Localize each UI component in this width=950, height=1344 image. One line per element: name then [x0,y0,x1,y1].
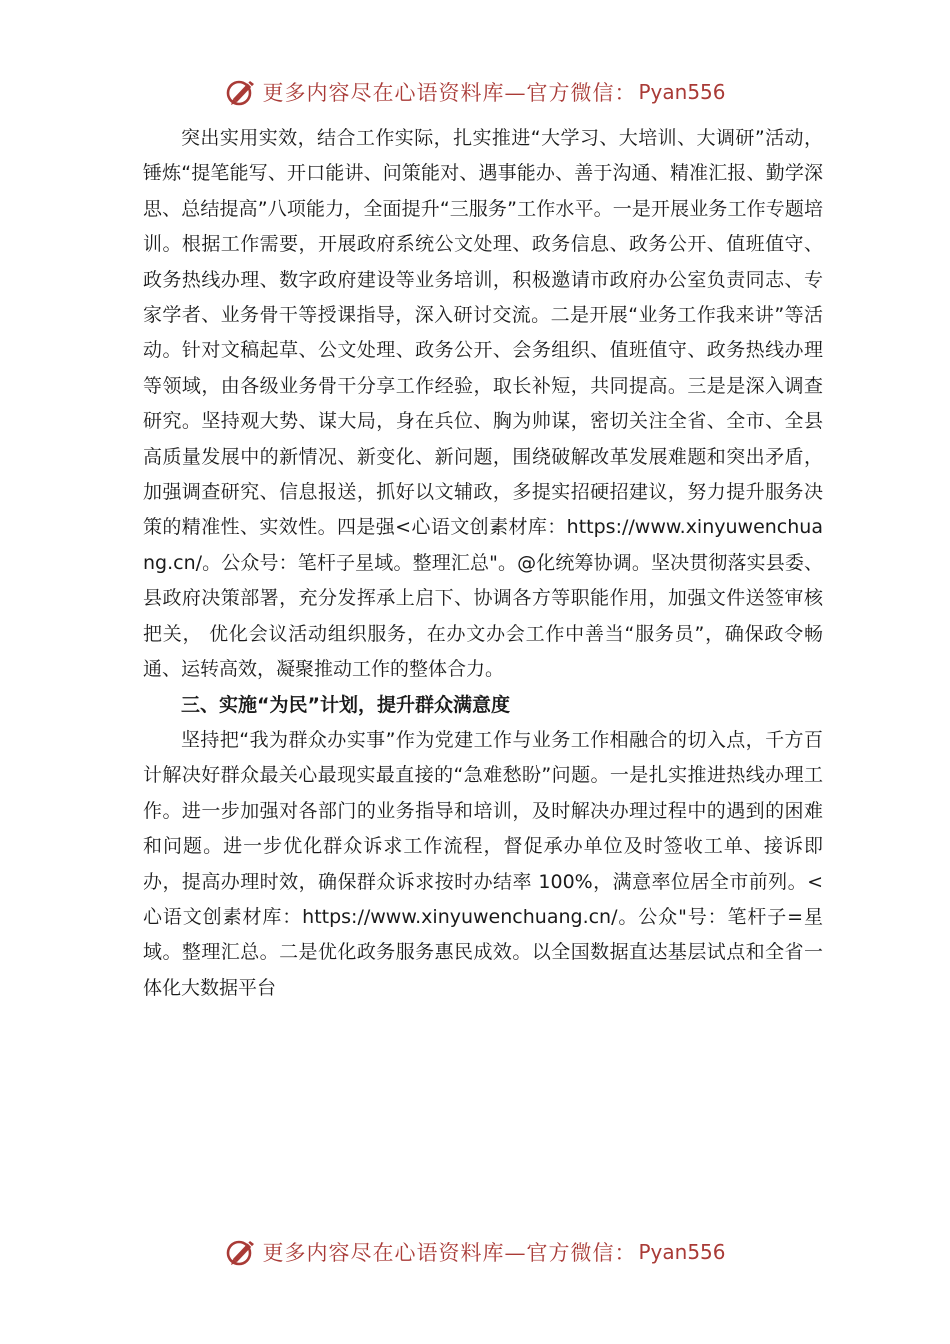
pen-logo-icon [224,1235,258,1269]
section-heading: 三、实施“为民”计划，提升群众满意度 [181,693,510,716]
document-body [143,121,823,1006]
pen-logo-icon [224,75,258,109]
banner-wechat-id: Pyan556 [638,1240,726,1264]
banner-text: 更多内容尽在心语资料库—官方微信： [262,81,637,105]
banner-text: 更多内容尽在心语资料库—官方微信： [262,1241,637,1265]
footer-banner [0,1232,950,1272]
banner-wechat-id: Pyan556 [638,80,726,104]
paragraph: 突出实用实效，结合工作实际，扎实推进“大学习、大培训、大调研”活动，锤炼“提笔能写、开口能讲、问策能对、遇事能办、善于沟通、精准汇报、勤学深思、总结提高”八项能力，全面提升“三服务”工作水平。一是开展业务工作专题培训。根据工作需要，开展政府系统公文处理、政务信息、政务公开、值班值守、政务热线办理、数字政府建设等业务培训，积极邀请市政府办公室负责同志、专家学者、业务骨干等授课指导，深入研讨交流。二是开展“业务工作我来讲”等活动。针对文稿起草、公文处理、政务公开、会务组织、值班值守、政务热线办理等领域，由各级业务骨干分享工作经验，取长补短，共同提高。三是是深入调查研究。坚持观大势、谋大局，身在兵位、胸为帅谋，密切关注全省、全市、全县高质量发展中的新情况、新变化、新问题，围绕破解改革发展难题和突出矛盾，加强调查研究、信息报送，抓好以文辅政，多提实招硬招建议，努力提升服务决策的精准性、实效性。四是强<心语文创素材库：https://www.xinyuwenchuang.cn/。公众号：笔杆子星域。整理汇总"。@化统筹协调。坚决贯彻落实县委、县政府决策部署，充分发挥承上启下、协调各方等职能作用，加强文件送签审核把关， 优化会议活动组织服务，在办文办会工作中善当“服务员”，确保政令畅通、运转高效，凝聚推动工作的整体合力。 [143,127,823,681]
header-banner [0,72,950,112]
paragraph: 坚持把“我为群众办实事”作为党建工作与业务工作相融合的切入点，千方百计解决好群众最关心最现实最直接的“急难愁盼”问题。一是扎实推进热线办理工作。进一步加强对各部门的业务指导和培训，及时解决办理过程中的遇到的困难和问题。进一步优化群众诉求工作流程，督促承办单位及时签收工单、接诉即办，提高办理时效，确保群众诉求按时办结率 100%，满意率位居全市前列。<心语文创素材库：https://www.xinyuwenchuang.cn/。公众"号：笔杆子=星域。整理汇总。二是优化政务服务惠民成效。以全国数据直达基层试点和全省一体化大数据平台 [143,728,823,999]
